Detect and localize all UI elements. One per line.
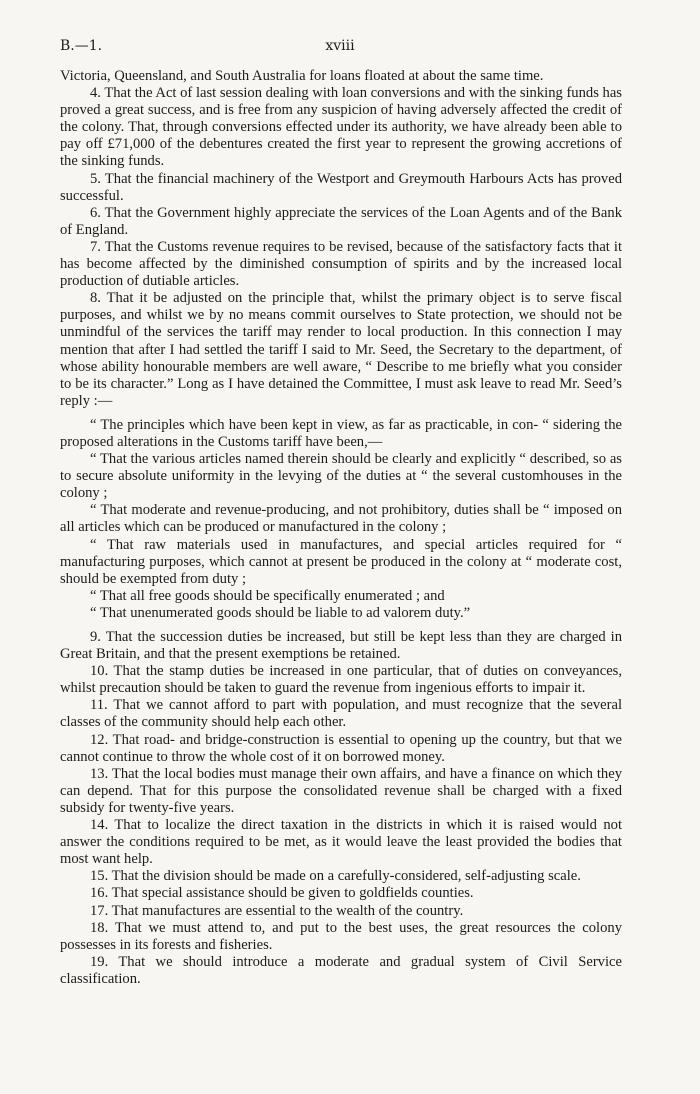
paragraph: 13. That the local bodies must manage their own affairs, and have a finance on which they can depend. That for this purpose the consolidated revenue shall be charged with a fixed subsidy for twenty-five years.	[60, 765, 622, 816]
paragraph: 14. That to localize the direct taxation in the districts in which it is raised would not answer the conditions required to be met, as it would leave the least provided the bodies that most want help.	[60, 817, 622, 868]
body-text	[60, 68, 622, 988]
quote-paragraph: “ That all free goods should be specifically enumerated ; and	[90, 587, 445, 604]
paragraph: 15. That the division should be made on a carefully-considered, self-adjusting scale.	[90, 868, 581, 885]
paragraph: 16. That special assistance should be given to goldfields counties.	[90, 885, 474, 902]
quote-paragraph: “ The principles which have been kept in view, as far as practicable, in con- “ sidering the proposed alterations in the Customs tariff have been,—	[60, 416, 622, 450]
quoted-reply	[60, 417, 622, 622]
page-number: xviii	[325, 38, 355, 54]
paragraph: 18. That we must attend to, and put to the best uses, the great resources the colony possesses in its forests and fisheries.	[60, 919, 622, 953]
paragraph: 8. That it be adjusted on the principle that, whilst the primary object is to serve fiscal purposes, and whilst we by no means commit ourselves to State protection, we should not be unmindful of the services the tariff may render to local production. In this connection I may mention that after I had settled the tariff I said to Mr. Seed, the Secretary to the department, of whose ability honourable members are well aware, “ Describe to me briefly what you consider to be its character.” Long as I have detained the Committee, I must ask leave to read Mr. Seed’s reply :—	[60, 290, 622, 409]
paragraph: 12. That road- and bridge-construction is essential to opening up the country, but that we cannot continue to throw the whole cost of it on borrowed money.	[60, 731, 622, 765]
paragraph: Victoria, Queensland, and South Australia for loans floated at about the same time.	[60, 68, 544, 84]
paragraph: 10. That the stamp duties be increased in one particular, that of duties on conveyances, whilst precaution should be taken to guard the revenue from ingenious efforts to impair it.	[60, 663, 622, 697]
paragraph: 6. That the Government highly appreciate the services of the Loan Agents and of the Bank of England.	[60, 204, 622, 238]
paragraph: 17. That manufactures are essential to the wealth of the country.	[90, 902, 464, 919]
paragraph: 4. That the Act of last session dealing with loan conversions and with the sinking funds has proved a great success, and is free from any suspicion of having adversely affected the credit of the colony. That, through conversions effected under its authority, we have already been able to pay off £71,000 of the debentures created the first year to represent the growing accretions of the sinking funds.	[60, 85, 622, 170]
document-code: B.—1.	[60, 38, 103, 54]
paragraph: 7. That the Customs revenue requires to be revised, because of the satisfactory facts that it has become affected by the diminished consumption of spirits and by the increased local production of dutiable articles.	[60, 238, 622, 290]
paragraph: 5. That the financial machinery of the Westport and Greymouth Harbours Acts has proved successful.	[60, 170, 622, 204]
paragraph: 11. That we cannot afford to part with population, and must recognize that the several classes of the community should help each other.	[60, 697, 622, 731]
paragraph: 19. That we should introduce a moderate and gradual system of Civil Service classification.	[60, 953, 622, 987]
quote-paragraph: “ That the various articles named therein should be clearly and explicitly “ described, so as to secure absolute uniformity in the levying of the duties at “ the several customhouses in the colony ;	[60, 451, 622, 502]
page-header	[60, 38, 620, 58]
paragraph: 9. That the succession duties be increased, but still be kept less than they are charged in Great Britain, and that the present exemptions be retained.	[60, 629, 622, 663]
quote-paragraph: “ That raw materials used in manufactures, and special articles required for “ manufacturing purposes, which cannot at present be produced in the colony at “ moderate cost, should be exempted from duty ;	[60, 536, 622, 587]
quote-paragraph: “ That moderate and revenue-producing, and not prohibitory, duties shall be “ imposed on all articles which can be produced or manufactured in the colony ;	[60, 502, 622, 536]
quote-paragraph: “ That unenumerated goods should be liable to ad valorem duty.”	[90, 604, 471, 621]
